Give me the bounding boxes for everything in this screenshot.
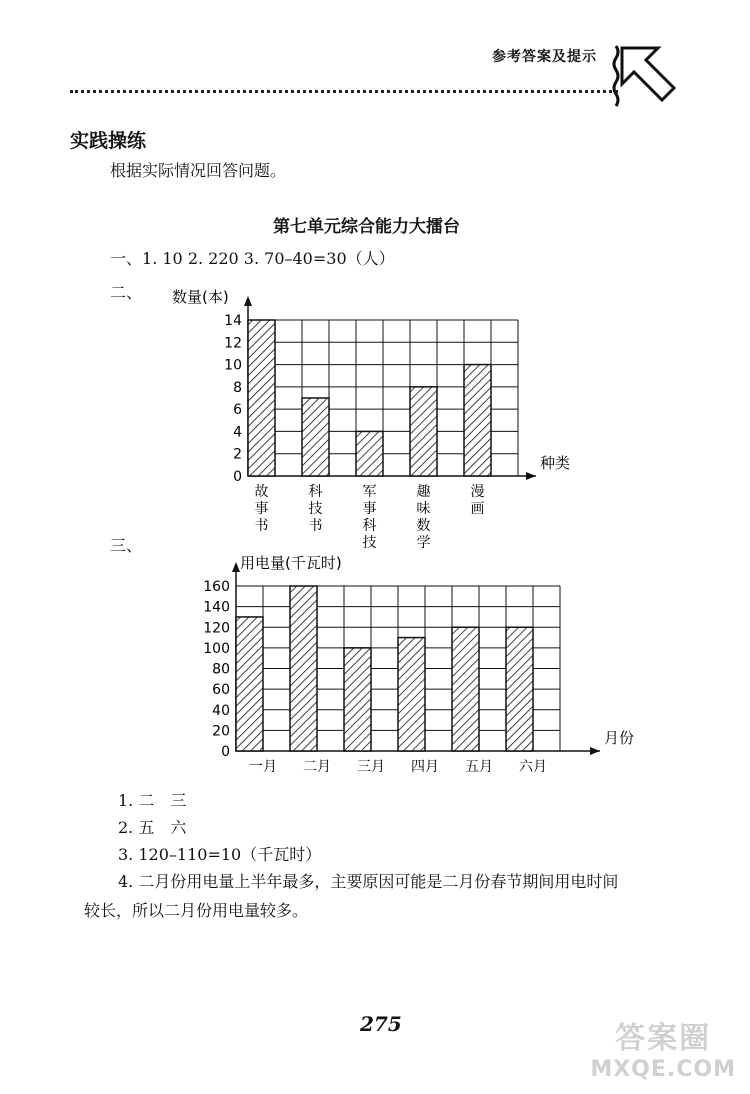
bar xyxy=(302,398,329,476)
bar xyxy=(356,431,383,476)
category-label: 漫画 xyxy=(470,484,485,517)
part3-marker: 三、 xyxy=(110,536,143,555)
answer-1 xyxy=(118,788,186,811)
bar xyxy=(290,586,317,751)
bar xyxy=(452,627,479,751)
y-tick-label: 0 xyxy=(221,744,230,760)
x-axis-arrow-icon xyxy=(526,472,536,480)
y-tick-label: 0 xyxy=(233,469,242,485)
category-label: 趣味数学 xyxy=(416,484,431,548)
category-label: 一月 xyxy=(249,759,277,775)
bar xyxy=(398,638,425,751)
answer-2 xyxy=(118,815,186,838)
y-tick-label: 14 xyxy=(224,313,242,329)
header-dotted-rule xyxy=(70,90,618,93)
answer-4 xyxy=(118,869,618,892)
answer-4-continued: 较长，所以二月份用电量较多。 xyxy=(84,901,309,920)
bar xyxy=(248,320,275,476)
category-label: 科技书 xyxy=(308,484,323,534)
y-tick-label: 10 xyxy=(224,357,242,374)
electricity-bar-chart xyxy=(190,548,660,780)
y-axis-label: 数量(本) xyxy=(172,288,229,306)
section-heading: 实践操练 xyxy=(70,130,147,152)
bar xyxy=(236,617,263,751)
watermark-logo xyxy=(590,1013,736,1082)
running-header-title: 参考答案及提示 xyxy=(492,49,597,65)
books-bar-chart xyxy=(150,278,600,548)
bar xyxy=(410,387,437,476)
x-axis-label: 月份 xyxy=(604,729,635,747)
part2-marker: 二、 xyxy=(110,283,143,302)
y-tick-label: 2 xyxy=(233,446,242,463)
category-label: 五月 xyxy=(465,759,493,775)
y-tick-label: 160 xyxy=(203,579,230,595)
y-axis-label: 用电量(千瓦时) xyxy=(240,554,342,572)
bar xyxy=(464,365,491,476)
unit-title: 第七单元综合能力大擂台 xyxy=(273,217,460,237)
y-tick-label: 80 xyxy=(212,661,230,678)
x-axis-arrow-icon xyxy=(590,747,600,755)
y-axis-arrow-icon xyxy=(244,296,252,306)
y-axis-arrow-icon xyxy=(232,562,240,572)
y-tick-label: 12 xyxy=(224,335,242,352)
x-axis-label: 种类 xyxy=(540,454,571,472)
category-label: 二月 xyxy=(303,759,331,775)
y-tick-label: 60 xyxy=(212,682,230,699)
y-tick-label: 8 xyxy=(233,379,242,396)
answer-1-label: 1. xyxy=(118,791,134,810)
answer-2-label: 2. xyxy=(118,818,134,837)
watermark-bottom: MXQE.COM xyxy=(590,1057,736,1082)
answer-3-label: 3. xyxy=(118,845,134,864)
category-label: 六月 xyxy=(519,759,547,775)
category-label: 三月 xyxy=(357,759,385,775)
category-label: 故事书 xyxy=(254,484,269,534)
y-tick-label: 20 xyxy=(212,723,230,740)
y-tick-label: 120 xyxy=(203,620,230,637)
category-label: 四月 xyxy=(411,759,439,775)
y-tick-label: 4 xyxy=(233,424,242,441)
category-label: 军事科技 xyxy=(362,484,377,548)
answer-4-text: 二月份用电量上半年最多，主要原因可能是二月份春节期间用电时间 xyxy=(138,872,619,891)
bar xyxy=(344,648,371,751)
bar xyxy=(506,627,533,751)
part1-line xyxy=(110,246,395,269)
answer-2-text: 五 六 xyxy=(138,818,187,837)
answer-3-text: 120–110=10（千瓦时） xyxy=(138,845,322,864)
y-tick-label: 140 xyxy=(203,599,230,616)
answer-4-label: 4. xyxy=(118,872,134,891)
answer-3 xyxy=(118,842,321,865)
watermark-top: 答案圈 xyxy=(615,1021,712,1056)
section-instruction: 根据实际情况回答问题。 xyxy=(110,161,287,180)
answer-1-text: 二 三 xyxy=(138,791,187,810)
y-tick-label: 100 xyxy=(203,640,230,657)
y-tick-label: 6 xyxy=(233,402,242,419)
y-tick-label: 40 xyxy=(212,702,230,719)
part1-answers: 1. 10 2. 220 3. 70–40=30（人） xyxy=(142,249,395,268)
page-number: 275 xyxy=(360,1012,402,1036)
part1-marker: 一、 xyxy=(110,249,143,268)
back-arrow-icon xyxy=(612,40,678,112)
